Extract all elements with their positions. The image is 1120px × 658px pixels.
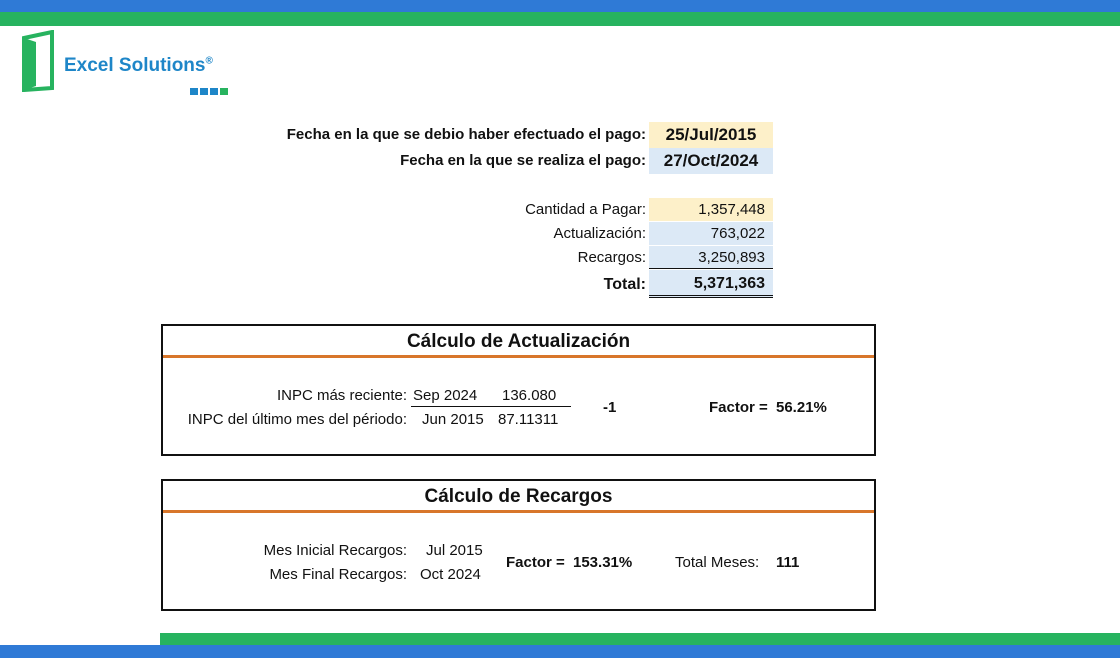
mes-final-value: Oct 2024 [420,566,481,583]
recargos-factor-label: Factor = [506,554,565,571]
pay-date-value[interactable]: 27/Oct/2024 [649,148,773,174]
inpc-last-month: Jun 2015 [422,411,484,428]
inpc-last-label: INPC del último mes del périodo: [187,411,407,428]
recargos-factor-value: 153.31% [573,554,633,571]
actualizacion-value: 763,022 [649,222,773,245]
recargos-panel [161,479,876,611]
due-date-label: Fecha en la que se debio haber efectuado el pago: [286,126,646,143]
top-green-bar [0,12,1120,26]
cantidad-label: Cantidad a Pagar: [525,201,646,218]
minus-one: -1 [603,399,617,416]
actualizacion-title: Cálculo de Actualización [406,331,631,352]
brand-name [64,55,213,77]
bottom-blue-bar [0,645,1120,658]
actualizacion-panel [161,324,876,456]
total-meses-label: Total Meses: [675,554,760,571]
brand-name-text: Excel Solutions [64,55,206,76]
inpc-recent-label: INPC más reciente: [276,387,407,404]
total-value: 5,371,363 [649,270,773,298]
inpc-recent-month: Sep 2024 [413,387,478,404]
actualizacion-factor-label: Factor = [709,399,768,416]
mes-inicial-label: Mes Inicial Recargos: [263,542,407,559]
total-meses-value: 111 [776,554,800,571]
due-date-value[interactable]: 25/Jul/2015 [649,122,773,148]
top-blue-bar [0,0,1120,12]
inpc-divider [411,406,571,407]
bottom-green-bar [160,633,1120,645]
total-label: Total: [603,276,646,293]
actualizacion-label: Actualización: [553,225,646,242]
recargos-title: Cálculo de Recargos [424,486,613,507]
registered-mark: ® [205,55,213,67]
recargos-title-rule [163,510,874,513]
actualizacion-title-rule [163,355,874,358]
pay-date-label: Fecha en la que se realiza el pago: [400,152,646,169]
recargos-value: 3,250,893 [649,246,773,269]
inpc-last-value: 87.11311 [498,411,559,428]
cantidad-value[interactable]: 1,357,448 [649,198,773,221]
logo-dots-icon [190,82,230,100]
mes-final-label: Mes Final Recargos: [269,566,407,583]
excel-solutions-logo-icon [20,30,56,92]
recargos-label: Recargos: [577,249,646,266]
actualizacion-factor-value: 56.21% [776,399,827,416]
inpc-recent-value: 136.080 [502,387,557,404]
mes-inicial-value: Jul 2015 [426,542,483,559]
